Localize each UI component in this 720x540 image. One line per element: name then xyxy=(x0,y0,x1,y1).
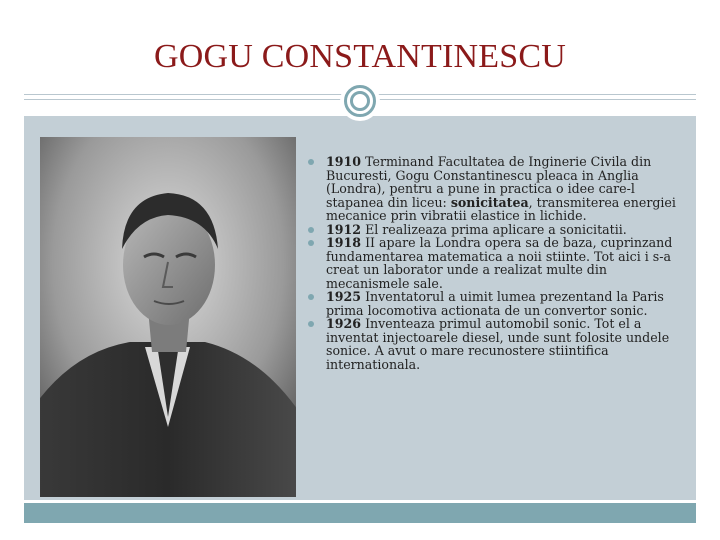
bullet-icon xyxy=(308,159,314,165)
event-1926 xyxy=(296,317,688,371)
event-text: Inventeaza primul automobil sonic. Tot el a inventat injectoarele diesel, unde sunt folosite undele sonice. A avut o mare recunostere stiintifica internationala. xyxy=(326,316,670,372)
event-emphasis: sonicitatea xyxy=(450,194,529,210)
event-year: 1926 xyxy=(326,316,362,331)
event-text: Terminand Facultatea de Inginerie Civila din Bucuresti, Gogu Constantinescu pleaca in Anglia (Londra), pentru a pune in practica o idee care-l stapanea din liceu: xyxy=(326,154,652,210)
event-1910 xyxy=(296,155,688,223)
bullet-icon xyxy=(308,294,314,300)
bullet-icon xyxy=(308,240,314,246)
slide-title: GOGU CONSTANTINESCU xyxy=(154,38,566,75)
event-1925 xyxy=(296,290,688,317)
event-1912 xyxy=(296,223,688,237)
bullet-icon xyxy=(308,321,314,327)
event-1918 xyxy=(296,236,688,290)
portrait-photo xyxy=(40,137,296,497)
bullet-icon xyxy=(308,227,314,233)
event-year: 1910 xyxy=(326,154,362,169)
circle-ornament-icon xyxy=(340,81,380,121)
event-text: El realizeaza prima aplicare a sonicitatii. xyxy=(361,221,627,237)
event-text: II apare la Londra opera sa de baza, cuprinzand fundamentarea matematica a noii stiinte. Tot aici i s-a creat un laborator unde a realizat multe din mecanismele sale. xyxy=(326,235,673,291)
event-year: 1912 xyxy=(326,221,362,237)
events-list xyxy=(296,155,688,371)
event-text: Inventatorul a uimit lumea prezentand la Paris prima locomotiva actionata de un convertor sonic. xyxy=(326,289,664,318)
footer-band xyxy=(24,503,696,523)
event-year: 1925 xyxy=(326,289,362,304)
event-year: 1918 xyxy=(326,235,362,250)
event-text-after: , transmiterea energiei mecanice prin vibratii elastice in lichide. xyxy=(326,194,676,223)
